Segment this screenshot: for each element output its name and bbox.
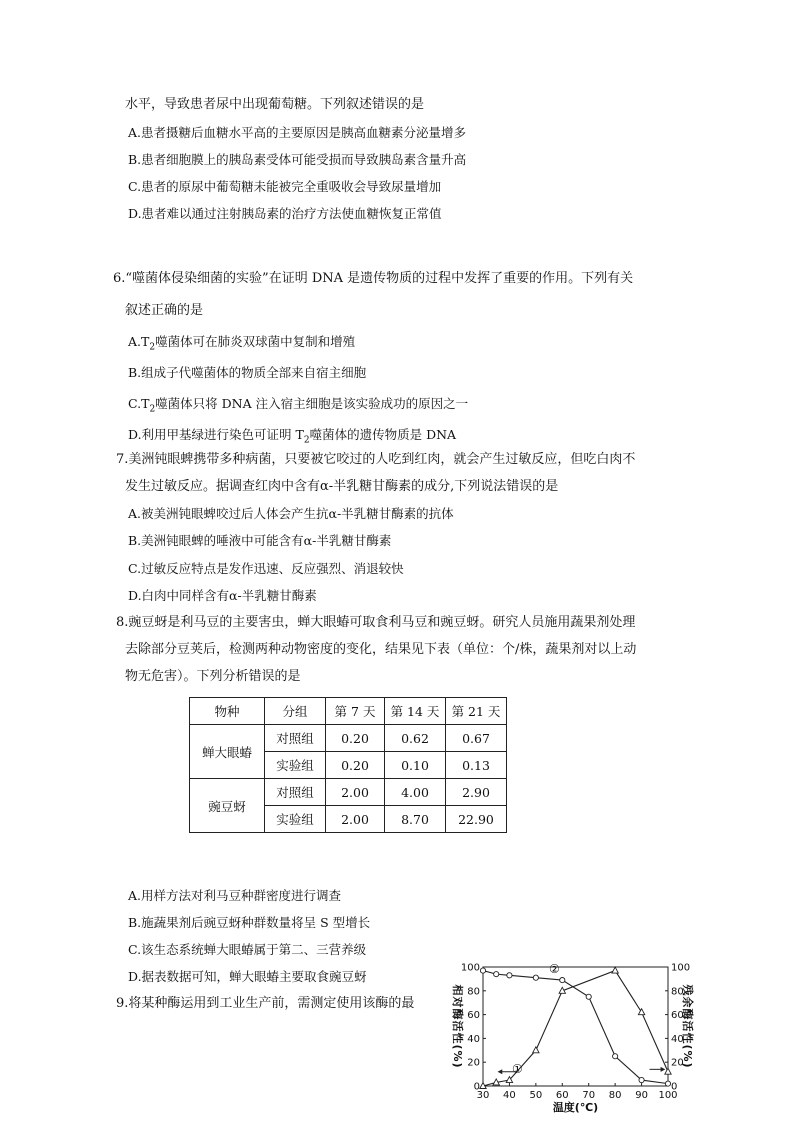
y-tick-label-left: 60 [467,1010,480,1022]
q6-option-d-sub: 2 [303,435,310,446]
data-point-triangle [612,967,618,973]
q6-option-a-sub: 2 [149,342,156,353]
x-tick-label: 60 [555,1090,569,1101]
q5-option-c: C.患者的原尿中葡萄糖未能被完全重吸收会导致尿量增加 [128,179,442,194]
data-point-circle [494,972,499,977]
y-tick-label-right: 60 [671,1010,684,1022]
table-cell: 0.10 [385,752,446,779]
q7-option-a: A.被美洲钝眼蜱咬过后人体会产生抗α-半乳糖甘酶素的抗体 [128,506,454,521]
y-axis-label-left: 相对酶活性(%) [451,984,464,1069]
y-tick-label-left: 0 [473,1081,480,1093]
q6-option-c-text: 噬菌体只将 DNA 注入宿主细胞是该实验成功的原因之一 [155,396,469,411]
table-cell: 4.00 [385,779,446,806]
table-header: 物种 [190,698,265,725]
arrow-left-head [498,1069,503,1074]
q6-stem-line1: 6.“噬菌体侵染细菌的实验”在证明 DNA 是遗传物质的过程中发挥了重要的作用。下列有关 [113,271,634,286]
data-point-triangle [665,1068,671,1074]
x-axis-label: 温度(℃) [552,1101,599,1114]
q6-option-a-text: 噬菌体可在肺炎双球菌中复制和增殖 [155,334,356,349]
q6-option-d [128,426,456,450]
table-cell: 2.90 [446,779,507,806]
table-cell: 对照组 [265,779,326,806]
y-tick-label-right: 0 [671,1081,678,1093]
table-header: 第 21 天 [446,698,507,725]
table-row [190,779,507,806]
y-axis-label-right: 残余酶活性(%) [681,984,694,1069]
arrow-right-head [661,1067,666,1072]
q6-option-b: B.组成子代噬菌体的物质全部来自宿主细胞 [128,365,367,380]
x-tick-label: 100 [658,1090,678,1101]
table-cell: 0.67 [446,725,507,752]
table-cell: 0.20 [326,725,385,752]
table-header-row [190,698,507,725]
q8-option-b: B.施蔬果剂后豌豆蚜种群数量将呈 S 型增长 [128,915,371,930]
table-header: 第 14 天 [385,698,446,725]
table-cell: 22.90 [446,806,507,833]
q7-option-b: B.美洲钝眼蜱的唾液中可能含有α-半乳糖甘酶素 [128,533,392,548]
y-tick-label-left: 40 [467,1033,480,1045]
plot-frame [483,967,668,1086]
table-header: 第 7 天 [326,698,385,725]
table-cell: 0.20 [326,752,385,779]
table-cell: 2.00 [326,806,385,833]
data-point-circle [560,977,565,982]
q7-option-d: D.白肉中同样含有α-半乳糖甘酶素 [128,588,317,603]
q9-stem: 9.将某种酶运用到工业生产前，需测定使用该酶的最 [116,996,415,1011]
table-cell: 实验组 [265,752,326,779]
q8-stem-line3: 物无危害）。下列分析错误的是 [125,669,301,684]
species-cell: 豌豆蚜 [190,779,265,833]
series-label-2: ② [548,961,560,976]
y-tick-label-right: 80 [671,986,684,998]
q5-option-a: A.患者摄糖后血糖水平高的主要原因是胰高血糖素分泌量增多 [128,125,467,140]
y-tick-label-left: 20 [467,1057,480,1069]
table-cell: 8.70 [385,806,446,833]
y-tick-label-right: 20 [671,1057,684,1069]
q6-option-a-prefix: A.T [128,334,150,349]
x-tick-label: 80 [608,1090,622,1101]
data-point-circle [533,975,538,980]
q6-option-d-prefix: D.利用甲基绿进行染色可证明 T [128,427,304,442]
data-point-triangle [533,1047,539,1053]
x-tick-label: 30 [476,1090,490,1101]
data-point-circle [639,1077,644,1082]
q6-option-d-text: 噬菌体的遗传物质是 DNA [309,427,457,442]
q7-option-c: C.过敏反应特点是发作迅速、反应强烈、消退较快 [128,561,404,576]
x-tick-label: 50 [529,1090,543,1101]
series-label-1: ① [511,1061,523,1076]
table-cell: 实验组 [265,806,326,833]
y-tick-label-left: 100 [460,962,480,974]
q6-option-c-prefix: C.T [128,396,150,411]
series-line-2 [483,971,668,1084]
data-point-circle [586,994,591,999]
x-tick-label: 90 [635,1090,648,1101]
q8-option-d: D.据表数据可知，蝉大眼蝽主要取食豌豆蚜 [128,969,367,984]
species-cell: 蝉大眼蝽 [190,725,265,779]
data-point-circle [507,973,512,978]
q5-option-d: D.患者难以通过注射胰岛素的治疗方法使血糖恢复正常值 [128,206,442,221]
q7-stem-line1: 7.美洲钝眼蜱携带多种病菌，只要被它咬过的人吃到红肉，就会产生过敏反应，但吃白肉不 [116,452,636,467]
table-header: 分组 [265,698,326,725]
data-point-circle [665,1081,670,1086]
table-cell: 对照组 [265,725,326,752]
q8-option-c: C.该生态系统蝉大眼蝽属于第二、三营养级 [128,942,367,957]
x-tick-label: 40 [503,1090,516,1101]
y-tick-label-left: 80 [467,986,480,998]
enzyme-activity-chart [440,955,692,1119]
y-tick-label-right: 100 [671,962,691,974]
q5-stem: 水平，导致患者尿中出现葡萄糖。下列叙述错误的是 [125,97,425,112]
data-point-circle [613,1054,618,1059]
q8-stem-line2: 去除部分豆荚后，检测两种动物密度的变化，结果见下表（单位：个/株，蔬果剂对以上动 [125,642,637,657]
q6-option-c-sub: 2 [149,404,156,415]
density-table [189,697,507,833]
y-tick-label-right: 40 [671,1033,684,1045]
q6-option-c [128,395,468,419]
table-row [190,725,507,752]
x-tick-label: 70 [582,1090,596,1101]
q5-option-b: B.患者细胞膜上的胰岛素受体可能受损而导致胰岛素含量升高 [128,152,467,167]
q6-stem-line2: 叙述正确的是 [125,303,204,318]
q7-stem-line2: 发生过敏反应。据调查红肉中含有α-半乳糖甘酶素的成分,下列说法错误的是 [125,479,559,494]
q6-option-a [128,333,355,357]
data-point-circle [480,968,485,973]
table-cell: 0.13 [446,752,507,779]
q8-stem-line1: 8.豌豆蚜是利马豆的主要害虫，蝉大眼蝽可取食利马豆和豌豆蚜。研究人员施用蔬果剂处理 [116,615,636,630]
q8-option-a: A.用样方法对利马豆种群密度进行调查 [128,888,342,903]
table-cell: 0.62 [385,725,446,752]
table-cell: 2.00 [326,779,385,806]
